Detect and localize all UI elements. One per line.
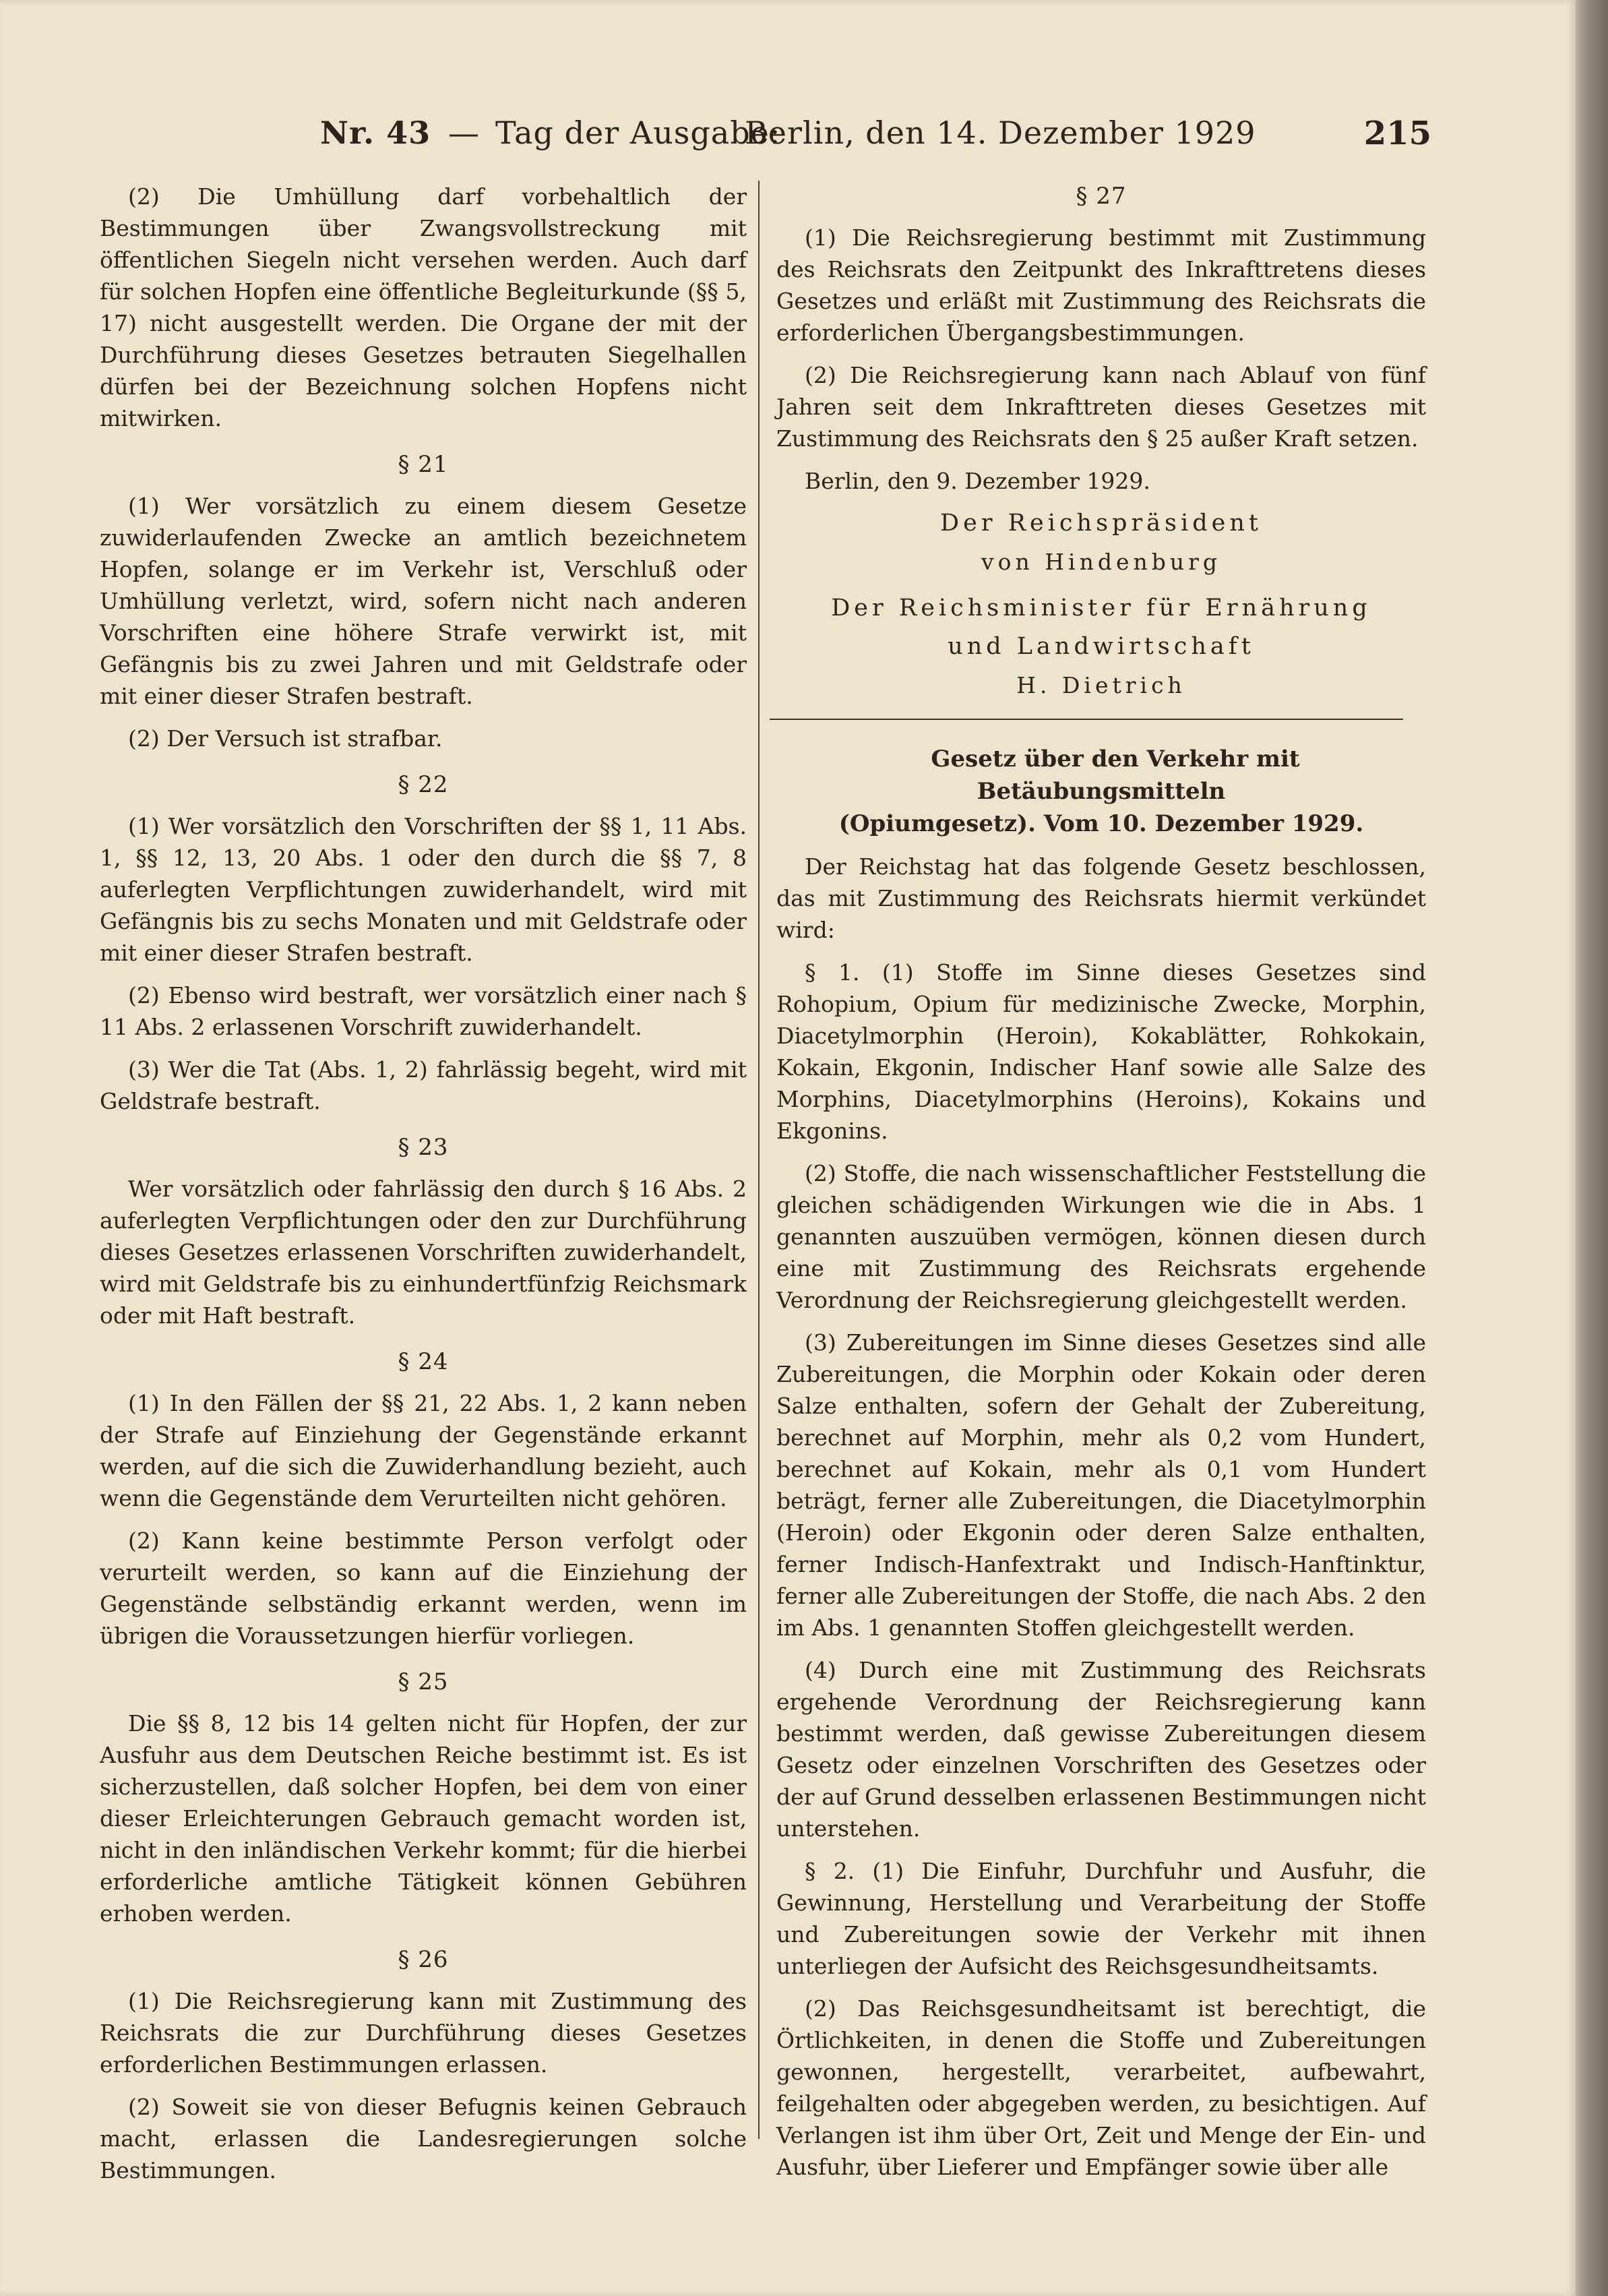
paragraph-25: Die §§ 8, 12 bis 14 gelten nicht für Hopfen, der zur Ausfuhr aus dem Deutschen Reiche bestimmt ist. Es ist sicherzustellen, daß solcher Hopfen, bei dem von einer dieser Erleichterungen Gebrauch gemacht worden ist, nicht in den inländischen Verkehr kommt; für die hierbei erforderliche amtliche Tätigkeit können Gebühren erhoben werden. [100,1710,747,1927]
right-column [776,181,1426,2194]
issue-date: Berlin, den 14. Dezember 1929 [745,115,1256,151]
paragraph-26-1: (1) Die Reichsregierung kann mit Zustimmung des Reichsrats die zur Durchführung dieses Gesetzes erforderlichen Bestimmungen erlassen. [100,1988,747,2078]
paragraph-23: Wer vorsätzlich oder fahrlässig den durch § 16 Abs. 2 auferlegten Verpflichtungen oder den zur Durchführung dieses Gesetzes erlassenen Vorschriften zuwiderhandelt, wird mit Geldstrafe bis zu einhundertfünfzig Reichsmark oder mit Haft bestraft. [100,1176,747,1329]
page-edge-shadow [1576,0,1608,2296]
section-rule [770,719,1403,720]
paragraph-2-1: § 2. (1) Die Einfuhr, Durchfuhr und Ausfuhr, die Gewinnung, Herstellung und Verarbeitung der Stoffe und Zubereitungen sowie der Verkehr mit ihnen unterliegen der Aufsicht des Reichsgesundheitsamts. [776,1858,1426,1979]
section-heading-21: § 21 [398,451,449,478]
paragraph-21-2: (2) Der Versuch ist strafbar. [128,725,443,752]
law-title-line2: (Opiumgesetz). Vom 10. Dezember 1929. [838,810,1364,837]
section-heading-26: § 26 [398,1946,449,1973]
law-title [776,743,1426,840]
signature-name-president: von Hindenburg [981,549,1222,575]
paragraph-22-3: (3) Wer die Tat (Abs. 1, 2) fahrlässig begeht, wird mit Geldstrafe bestraft. [100,1056,747,1114]
paragraph-1-3: (3) Zubereitungen im Sinne dieses Gesetzes sind alle Zubereitungen, die Morphin oder Kokain oder deren Salze enthalten, sofern der Gehalt der Zubereitung, berechnet auf Morphin, mehr als 0,2 vom Hundert, berechnet auf Kokain, mehr als 0,1 vom Hundert beträgt, ferner alle Zubereitungen, die Diacetylmorphin (Heroin) oder Ekgonin oder deren Salze enthalten, ferner Indisch-Hanfextrakt und Indisch-Hanftinktur, ferner alle Zubereitungen der Stoffe, die nach Abs. 2 den im Abs. 1 genannten Stoffen gleichgestellt werden. [776,1329,1426,1641]
section-heading-23: § 23 [398,1134,449,1161]
signature-title-president: Der Reichspräsident [940,510,1262,537]
law-intro: Der Reichstag hat das folgende Gesetz beschlossen, das mit Zustimmung des Reichsrats hiermit verkündet wird: [776,853,1426,943]
signature-title-minister: Der Reichsminister für Ernährung [831,595,1371,622]
signing-place-date: Berlin, den 9. Dezember 1929. [805,468,1150,494]
paragraph-24-2: (2) Kann keine bestimmte Person verfolgt oder verurteilt werden, so kann auf die Einziehung der Gegenstände selbständig erkannt werden, wenn im übrigen die Voraussetzungen hierfür vorliegen. [100,1528,747,1649]
header-separator: — [448,115,479,151]
section-heading-27: § 27 [1076,183,1127,210]
paragraph-26-2: (2) Soweit sie von dieser Befugnis keinen Gebrauch macht, erlassen die Landesregierungen solche Bestimmungen. [100,2094,747,2183]
paragraph-1-2: (2) Stoffe, die nach wissenschaftlicher Feststellung die gleichen schädigenden Wirkungen wie die in Abs. 1 genannten auszuüben vermögen, können diesen durch eine mit Zustimmung des Reichsrats ergehende Verordnung der Reichsregierung gleichgestellt werden. [776,1160,1426,1313]
signature-title-minister-line2: und Landwirtschaft [948,633,1255,660]
signature-name-minister: H. Dietrich [1016,672,1186,698]
page-header [108,115,1431,162]
paragraph-1-4: (4) Durch eine mit Zustimmung des Reichsrats ergehende Verordnung der Reichsregierung kann bestimmt werden, daß gewisse Zubereitungen diesem Gesetz oder einzelnen Vorschriften des Gesetzes oder der auf Grund desselben erlassenen Bestimmungen nicht unterstehen. [776,1657,1426,1842]
law-title-line1: Gesetz über den Verkehr mit Betäubungsmitteln [931,746,1300,805]
left-column [100,181,747,2197]
paragraph-27-1: (1) Die Reichsregierung bestimmt mit Zustimmung des Reichsrats den Zeitpunkt des Inkrafttretens dieses Gesetzes und erläßt mit Zustimmung des Reichsrats die erforderlichen Übergangsbestimmungen. [776,224,1426,346]
paragraph-22-2: (2) Ebenso wird bestraft, wer vorsätzlich einer nach § 11 Abs. 2 erlassenen Vorschrift zuwiderhandelt. [100,982,747,1040]
issue-label: Tag der Ausgabe: [495,115,781,151]
paragraph-2-2: (2) Das Reichsgesundheitsamt ist berechtigt, die Örtlichkeiten, in denen die Stoffe und Zubereitungen gewonnen, hergestellt, verarbeitet, aufbewahrt, feilgehalten oder abgegeben werden, zu besichtigen. Auf Verlangen ist ihm über Ort, Zeit und Menge der Ein- und Ausfuhr, über Lieferer und Empfänger sowie über alle [776,1995,1426,2180]
paragraph-1-1: § 1. (1) Stoffe im Sinne dieses Gesetzes sind Rohopium, Opium für medizinische Zwecke, Morphin, Diacetylmorphin (Heroin), Kokablätter, Rohkokain, Kokain, Ekgonin, Indischer Hanf sowie alle Salze des Morphins, Diacetylmorphins (Heroins), Kokains und Ekgonins. [776,959,1426,1144]
paragraph-21-1: (1) Wer vorsätzlich zu einem diesem Gesetze zuwiderlaufenden Zwecke an amtlich bezeichnetem Hopfen, solange er im Verkehr ist, Verschluß oder Umhüllung verletzt, wird, sofern nicht nach anderen Vorschriften eine höhere Strafe verwirkt ist, mit Gefängnis bis zu zwei Jahren und mit Geldstrafe oder mit einer dieser Strafen bestraft. [100,493,747,709]
column-divider [758,181,760,2139]
paragraph-24-1: (1) In den Fällen der §§ 21, 22 Abs. 1, 2 kann neben der Strafe auf Einziehung der Gegenstände erkannt werden, auf die sich die Zuwiderhandlung bezieht, auch wenn die Gegenstände dem Verurteilten nicht gehören. [100,1390,747,1511]
issue-number: Nr. 43 [320,115,431,151]
section-heading-24: § 24 [398,1348,449,1375]
paragraph-27-2: (2) Die Reichsregierung kann nach Ablauf von fünf Jahren seit dem Inkrafttreten dieses Gesetzes mit Zustimmung des Reichsrats den § 25 außer Kraft setzen. [776,362,1426,452]
page-number: 215 [1363,115,1431,152]
section-heading-22: § 22 [398,771,449,798]
paragraph-22-1: (1) Wer vorsätzlich den Vorschriften der §§ 1, 11 Abs. 1, §§ 12, 13, 20 Abs. 1 oder den durch die §§ 7, 8 auferlegten Verpflichtungen zuwiderhandelt, wird mit Gefängnis bis zu sechs Monaten und mit Geldstrafe oder mit einer dieser Strafen bestraft. [100,813,747,966]
section-heading-25: § 25 [398,1668,449,1695]
paragraph-20-2: (2) Die Umhüllung darf vorbehaltlich der Bestimmungen über Zwangsvollstreckung mit öffentlichen Siegeln nicht versehen werden. Auch darf für solchen Hopfen eine öffentliche Begleiturkunde (§§ 5, 17) nicht ausgestellt werden. Die Organe der mit der Durchführung dieses Gesetzes betrauten Siegelhallen dürfen bei der Bezeichnung solchen Hopfens nicht mitwirken. [100,183,747,431]
